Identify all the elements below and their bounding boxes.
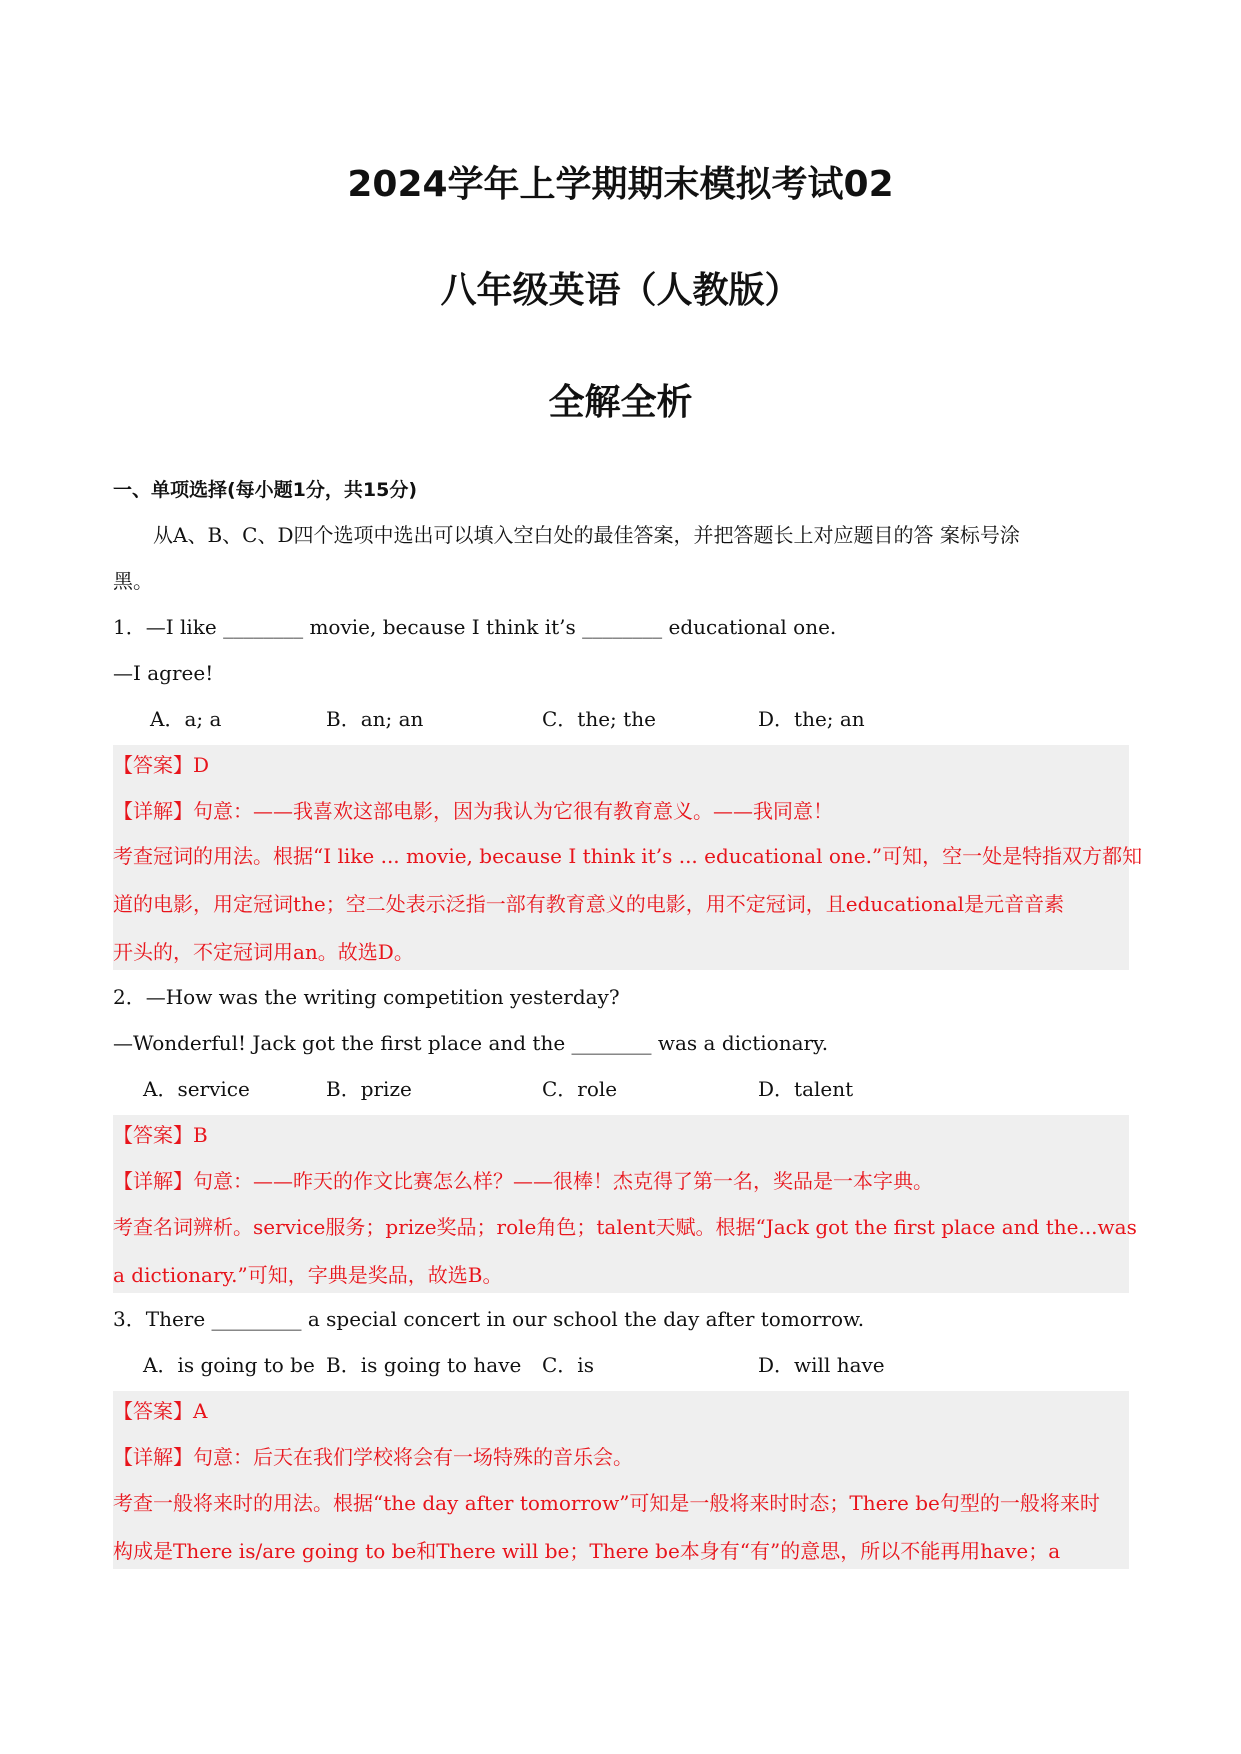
exam-title: 2024学年上学期期末模拟考试02 bbox=[347, 164, 894, 205]
question-2-stem: 2．—How was the writing competition yesterday? bbox=[113, 985, 620, 1009]
question-2-answer: 【答案】B bbox=[113, 1123, 208, 1147]
question-3-explain-line: 构成是There is/are going to be和There will be；There be本身有“有”的意思，所以不能再用have；a bbox=[113, 1539, 1061, 1563]
section-instruction-cont: 黑。 bbox=[113, 569, 153, 593]
question-1-option-c: C．the; the bbox=[542, 707, 656, 731]
question-1-explain-line: 道的电影，用定冠词the；空二处表示泛指一部有教育意义的电影，用不定冠词，且educational是元音音素 bbox=[113, 892, 1065, 916]
question-2-explain-line: 【详解】句意：——昨天的作文比赛怎么样？——很棒！杰克得了第一名，奖品是一本字典。 bbox=[113, 1169, 933, 1193]
question-3-option-b: B．is going to have bbox=[326, 1353, 522, 1377]
question-3-answer: 【答案】A bbox=[113, 1399, 208, 1423]
question-2-option-a: A．service bbox=[143, 1077, 250, 1101]
question-2-option-c: C．role bbox=[542, 1077, 618, 1101]
question-3-stem: 3．There _________ a special concert in our school the day after tomorrow. bbox=[113, 1307, 865, 1331]
question-1-explain-line: 考查冠词的用法。根据“I like ... movie, because I think it’s ... educational one.”可知，空一处是特指双方都知 bbox=[113, 844, 1143, 868]
question-1-stem: 1．—I like ________ movie, because I think it’s ________ educational one. bbox=[113, 615, 837, 639]
question-1-option-b: B．an; an bbox=[326, 707, 424, 731]
question-1-reply: —I agree! bbox=[113, 661, 214, 685]
question-2-reply: —Wonderful! Jack got the first place and the ________ was a dictionary. bbox=[113, 1031, 829, 1055]
question-3-option-c: C．is bbox=[542, 1353, 594, 1377]
question-3-option-d: D．will have bbox=[758, 1353, 885, 1377]
question-3-answer-box bbox=[113, 1391, 1129, 1569]
question-3-explain-line: 考查一般将来时的用法。根据“the day after tomorrow”可知是一般将来时时态；There be句型的一般将来时 bbox=[113, 1491, 1100, 1515]
question-2-option-d: D．talent bbox=[758, 1077, 854, 1101]
question-1-answer: 【答案】D bbox=[113, 753, 210, 777]
question-1-explain-line: 【详解】句意：——我喜欢这部电影，因为我认为它很有教育意义。——我同意！ bbox=[113, 799, 833, 823]
question-2-explain-line: 考查名词辨析。service服务；prize奖品；role角色；talent天赋。根据“Jack got the first place and the...was bbox=[113, 1215, 1137, 1239]
question-2-option-b: B．prize bbox=[326, 1077, 412, 1101]
section-instruction: 从A、B、C、D四个选项中选出可以填入空白处的最佳答案，并把答题长上对应题目的答 案标号涂 bbox=[153, 523, 1020, 547]
exam-type: 全解全析 bbox=[548, 382, 693, 423]
question-2-explain-line: a dictionary.”可知，字典是奖品，故选B。 bbox=[113, 1263, 503, 1287]
question-1-explain-line: 开头的，不定冠词用an。故选D。 bbox=[113, 940, 414, 964]
exam-subject: 八年级英语（人教版） bbox=[440, 270, 801, 311]
question-3-option-a: A．is going to be bbox=[143, 1353, 315, 1377]
question-3-explain-line: 【详解】句意：后天在我们学校将会有一场特殊的音乐会。 bbox=[113, 1445, 633, 1469]
question-1-option-d: D．the; an bbox=[758, 707, 865, 731]
section-heading: 一、单项选择(每小题1分，共15分) bbox=[113, 479, 418, 501]
question-2-answer-box bbox=[113, 1115, 1137, 1293]
question-1-answer-box bbox=[113, 745, 1143, 970]
question-1-option-a: A．a; a bbox=[150, 707, 222, 731]
